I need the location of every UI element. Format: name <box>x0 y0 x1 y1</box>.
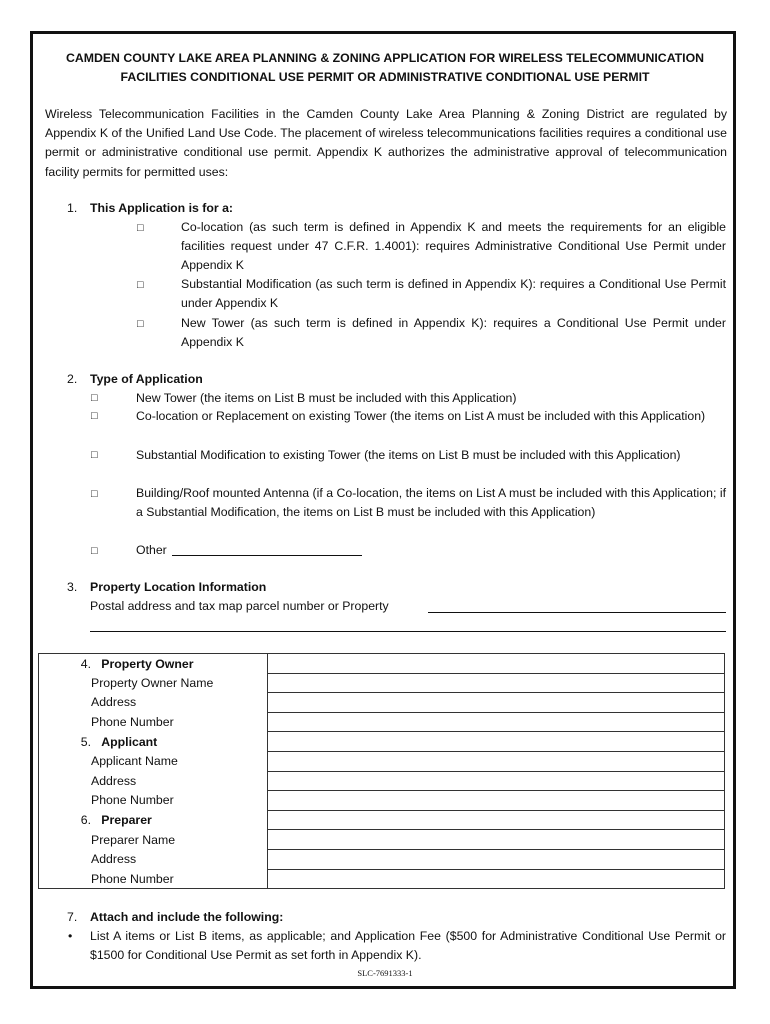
owner-name-label: Property Owner Name <box>91 675 214 690</box>
applicant-phone-label: Phone Number <box>91 793 174 808</box>
type-new-tower: New Tower (the items on List B must be included with this Application) <box>136 391 517 405</box>
checkbox-type-roof-antenna[interactable]: □ <box>91 488 98 500</box>
checkbox-type-new-tower[interactable]: □ <box>91 392 98 404</box>
property-location-input-line-1[interactable] <box>428 612 726 613</box>
title-line-1: CAMDEN COUNTY LAKE AREA PLANNING & ZONING APPLICATION FOR WIRELESS TELECOMMUNICATION <box>65 51 705 65</box>
bullet-icon: • <box>68 929 73 943</box>
property-location-label: Postal address and tax map parcel number or Property <box>90 599 389 613</box>
applicant-address-label: Address <box>91 773 137 788</box>
applicant-name-field[interactable] <box>268 751 725 771</box>
document-title <box>40 49 730 87</box>
owner-address-field[interactable] <box>268 693 725 713</box>
section-6-number: 6. <box>80 813 91 828</box>
type-co-location: Co-location or Replacement on existing Tower (the items on List A must be included with this Application) <box>136 409 706 423</box>
table-row <box>39 771 725 791</box>
table-row <box>39 693 725 713</box>
table-row <box>39 732 725 752</box>
section-3-heading: Property Location Information <box>90 580 267 594</box>
preparer-address-field[interactable] <box>268 849 725 869</box>
section-7-heading: Attach and include the following: <box>90 910 284 924</box>
checkbox-new-tower[interactable]: □ <box>137 318 144 330</box>
table-row <box>39 869 725 889</box>
preparer-address-label: Address <box>91 852 137 867</box>
checkbox-type-co-location[interactable]: □ <box>91 410 98 422</box>
checkbox-substantial-modification[interactable]: □ <box>137 279 144 291</box>
option-co-location: Co-location (as such term is defined in Appendix K and meets the requirements for an eligible facilities request under 47 C.F.R. 1.4001): requires Administrative Conditional Use Permit under Appendix K <box>181 220 726 272</box>
applicant-field[interactable] <box>268 732 725 752</box>
owner-name-field[interactable] <box>268 673 725 693</box>
section-2-heading: Type of Application <box>90 372 203 386</box>
section-5-number: 5. <box>80 734 91 749</box>
section-7-number: 7. <box>67 910 78 924</box>
owner-phone-field[interactable] <box>268 712 725 732</box>
section-1-number: 1. <box>67 201 78 215</box>
section-5-heading: Applicant <box>101 734 158 749</box>
other-input-line[interactable] <box>172 555 362 556</box>
intro-paragraph: Wireless Telecommunication Facilities in the Camden County Lake Area Planning & Zoning District are regulated by Appendix K of the Unified Land Use Code. The placement of wireless telecommunications facilities requires a conditional use permit or administrative conditional use permit. Appendix K authorizes the administrative approval of telecommunication facility permits for permitted uses: <box>45 107 727 179</box>
checkbox-type-substantial-modification[interactable]: □ <box>91 449 98 461</box>
property-location-input-line-2[interactable] <box>90 631 726 632</box>
section-3-number: 3. <box>67 580 78 594</box>
table-row <box>39 810 725 830</box>
table-row <box>39 751 725 771</box>
checkbox-type-other[interactable]: □ <box>91 545 98 557</box>
preparer-name-label: Preparer Name <box>91 832 176 847</box>
table-row <box>39 673 725 693</box>
section-4-heading: Property Owner <box>101 656 194 671</box>
table-row <box>39 830 725 850</box>
property-owner-field[interactable] <box>268 654 725 674</box>
applicant-address-field[interactable] <box>268 771 725 791</box>
table-row <box>39 791 725 811</box>
applicant-name-label: Applicant Name <box>91 754 178 769</box>
section-6-heading: Preparer <box>101 813 152 828</box>
preparer-name-field[interactable] <box>268 830 725 850</box>
attachment-requirements: List A items or List B items, as applicable; and Application Fee ($500 for Administrative Conditional Use Permit or $1500 for Conditional Use Permit as set forth in Appendix K). <box>90 929 726 962</box>
table-row <box>39 654 725 674</box>
type-substantial-modification: Substantial Modification to existing Tower (the items on List B must be included with this Application) <box>136 448 681 462</box>
applicant-phone-field[interactable] <box>268 791 725 811</box>
contact-info-table <box>38 653 725 889</box>
table-row <box>39 849 725 869</box>
type-other-label: Other <box>136 543 167 557</box>
preparer-phone-field[interactable] <box>268 869 725 889</box>
checkbox-co-location[interactable]: □ <box>137 222 144 234</box>
table-row <box>39 712 725 732</box>
section-2-number: 2. <box>67 372 78 386</box>
type-roof-antenna: Building/Roof mounted Antenna (if a Co-location, the items on List A must be included with this Application; if a Substantial Modification, the items on List B must be included with this Application) <box>136 486 726 519</box>
section-4-number: 4. <box>80 656 91 671</box>
title-line-2: FACILITIES CONDITIONAL USE PERMIT OR ADMINISTRATIVE CONDITIONAL USE PERMIT <box>120 70 650 84</box>
preparer-phone-label: Phone Number <box>91 871 174 886</box>
document-code: SLC-7691333-1 <box>357 968 413 978</box>
owner-phone-label: Phone Number <box>91 715 174 730</box>
section-1-heading: This Application is for a: <box>90 201 234 215</box>
option-substantial-modification: Substantial Modification (as such term is defined in Appendix K): requires a Conditional Use Permit under Appendix K <box>181 277 726 310</box>
preparer-field[interactable] <box>268 810 725 830</box>
owner-address-label: Address <box>91 695 137 710</box>
option-new-tower: New Tower (as such term is defined in Appendix K): requires a Conditional Use Permit under Appendix K <box>181 316 726 349</box>
